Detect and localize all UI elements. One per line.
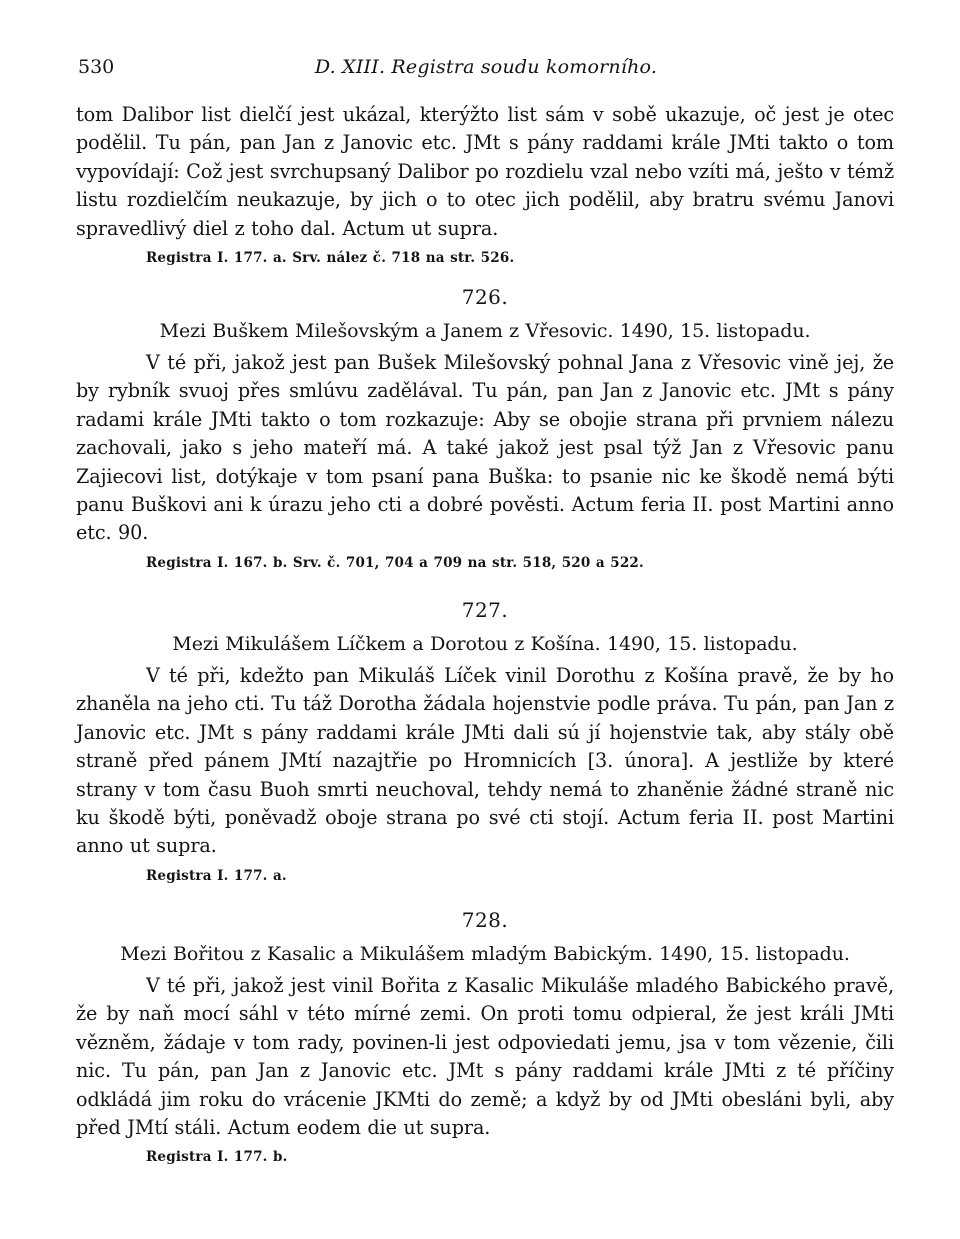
continuation-paragraph: tom Dalibor list dielčí jest ukázal, kterýžto list sám v sobě ukazuje, oč jest je otec podělil. Tu pán, pan Jan z Janovic etc. JMt s pány raddami krále JMti takto o tom vypovídají: Což jest svrchupsaný Dalibor po rozdielu vzal nebo vzíti má, ješto v témž listu rozdielčím neukazuje, by jich o to otec jich podělil, aby bratru svému Janovi spravedlivý diel z toho dal. Actum ut supra. [76,103,894,240]
entry-paragraph: V té při, jakož jest pan Bušek Milešovský pohnal Jana z Vřesovic vině jej, že by rybník svuoj přes smlúvu zadělával. Tu pán, pan Jan z Janovic etc. JMt s pány radami krále JMti takto o tom rozkazuje: Aby se obojie strana při prvniem nálezu zachovali, jako s jeho mateří má. A také jakož jest psal týž Jan z Vřesovic panu Zajiecovi list, dotýkaje v tom psaní pana Buška: to psanie nic ke škodě nemá býti panu Buškovi ani k úrazu jeho cti a dobré pověsti. Actum feria II. post Martini anno etc. 90. [76,351,894,545]
running-title: D. XIII. Registra soudu komorního. [314,56,658,78]
entry-registra-note: Registra I. 177. a. [146,867,287,884]
continuation-registra-note: Registra I. 177. a. Srv. nález č. 718 na str. 526. [146,250,515,267]
entry-number: 726. [461,285,509,309]
entry-728 [76,906,894,1166]
entry-number: 728. [461,908,509,932]
entry-paragraph: V té při, kdežto pan Mikuláš Líček vinil Dorothu z Košína pravě, že by ho zhaněla na jeho cti. Tu táž Dorotha žádala hojenstvie podle práva. Tu pán, pan Jan z Janovic etc. JMt s pány raddami krále JMti dali sú jí hojenstvie tak, aby stály obě straně před pánem JMtí nazajtřie po Hromnicích [3. února]. A jestliže by které strany v tom času Buoh smrti neuchoval, tehdy nemá to zhaněnie žádné straně nic ku škodě býti, poněvadž oboje strana po své cti stojí. Actum feria II. post Martini anno ut supra. [76,664,894,858]
continuation-block [76,101,894,267]
entry-registra-note: Registra I. 167. b. Srv. č. 701, 704 a 709 na str. 518, 520 a 522. [146,554,644,571]
page-header [78,56,894,86]
entry-heading: Mezi Bořitou z Kasalic a Mikulášem mladým Babickým. 1490, 15. listopadu. [120,943,850,965]
entry-heading: Mezi Mikulášem Líčkem a Dorotou z Košína. 1490, 15. listopadu. [172,633,798,655]
entry-number: 727. [461,598,509,622]
entry-heading: Mezi Buškem Milešovským a Janem z Vřesovic. 1490, 15. listopadu. [159,320,811,342]
entry-726 [76,283,894,572]
page-number: 530 [78,56,115,78]
entry-727 [76,596,894,885]
entry-registra-note: Registra I. 177. b. [146,1149,288,1166]
entry-paragraph: V té při, jakož jest vinil Bořita z Kasalic Mikuláše mladého Babického pravě, že by naň mocí sáhl v této mírné zemi. On proti tomu odpieral, že jest králi JMti vězněm, žádaje v tom rady, povinen-li jest odpoviedati jemu, jsa v tom vězenie, čili nic. Tu pán, pan Jan z Janovic etc. JMt s pány raddami krále JMti z té příčiny odkládá jim roku do vrácenie JKMti do země; a když by od JMti obesláni byli, aby před JMtí stáli. Actum eodem die ut supra. [76,974,894,1140]
